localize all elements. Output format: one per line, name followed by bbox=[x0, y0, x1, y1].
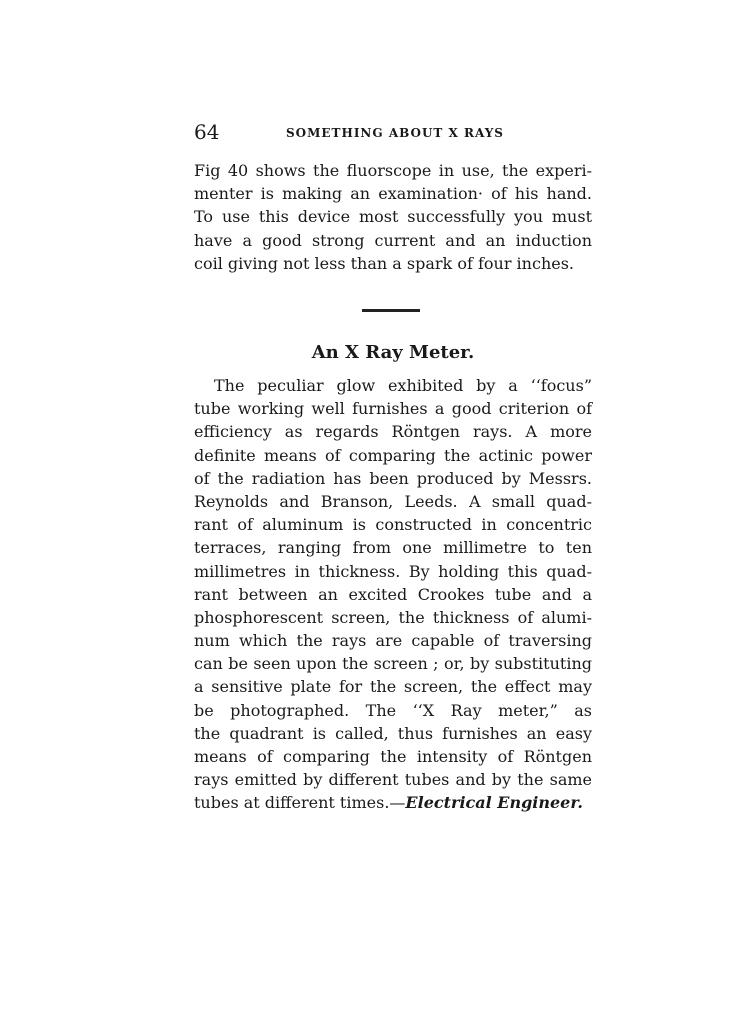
running-title: SOMETHING ABOUT X RAYS bbox=[286, 126, 504, 140]
section-heading: An X Ray Meter. bbox=[311, 342, 475, 363]
paragraph-fluoroscope bbox=[194, 159, 592, 275]
paragraph-line: definite means of comparing the actinic power bbox=[194, 445, 592, 465]
paragraph-line: The peculiar glow exhibited by a ‘‘focus” bbox=[214, 376, 592, 395]
paragraph-line: coil giving not less than a spark of four inches. bbox=[194, 253, 575, 273]
running-head bbox=[194, 119, 592, 145]
paragraph-line: can be seen upon the screen ; or, by substituting bbox=[194, 654, 592, 674]
paragraph-line: rays emitted by different tubes and by the same bbox=[194, 770, 592, 790]
paragraph-line: have a good strong current and an induction bbox=[194, 230, 592, 250]
paragraph-line: terraces, ranging from one millimetre to ten bbox=[194, 538, 592, 558]
paragraph-line: the quadrant is called, thus furnishes an easy bbox=[194, 723, 592, 743]
citation-source: Electrical Engineer. bbox=[405, 793, 583, 813]
paragraph-line: Reynolds and Branson, Leeds. A small quad- bbox=[194, 491, 592, 511]
paragraph-line: rant of aluminum is constructed in concentric bbox=[194, 515, 592, 535]
paragraph-line: Fig 40 shows the fluorscope in use, the experi- bbox=[194, 161, 592, 180]
section-divider bbox=[362, 309, 420, 312]
paragraph-line: rant between an excited Crookes tube and a bbox=[194, 584, 592, 604]
paragraph-line: a sensitive plate for the screen, the effect may bbox=[194, 677, 592, 697]
paragraph-line: means of comparing the intensity of Röntgen bbox=[194, 747, 592, 766]
paragraph-x-ray-meter bbox=[194, 374, 592, 815]
paragraph-line: be photographed. The ‘‘X Ray meter,” as bbox=[194, 700, 592, 720]
paragraph-line: phosphorescent screen, the thickness of alumi- bbox=[194, 607, 592, 627]
paragraph-last-line bbox=[194, 791, 592, 814]
paragraph-line: menter is making an examination· of his hand. bbox=[194, 184, 592, 204]
paragraph-line: To use this device most successfully you must bbox=[194, 207, 592, 227]
page-number: 64 bbox=[194, 120, 220, 144]
last-line-text: tubes at different times.— bbox=[194, 793, 406, 813]
paragraph-line: tube working well furnishes a good criterion of bbox=[194, 399, 592, 419]
paragraph-line: efficiency as regards Röntgen rays. A more bbox=[194, 422, 592, 442]
paragraph-line: millimetres in thickness. By holding this quad- bbox=[194, 561, 592, 581]
paragraph-line: of the radiation has been produced by Messrs. bbox=[194, 468, 592, 488]
paragraph-line: num which the rays are capable of traversing bbox=[194, 631, 592, 651]
